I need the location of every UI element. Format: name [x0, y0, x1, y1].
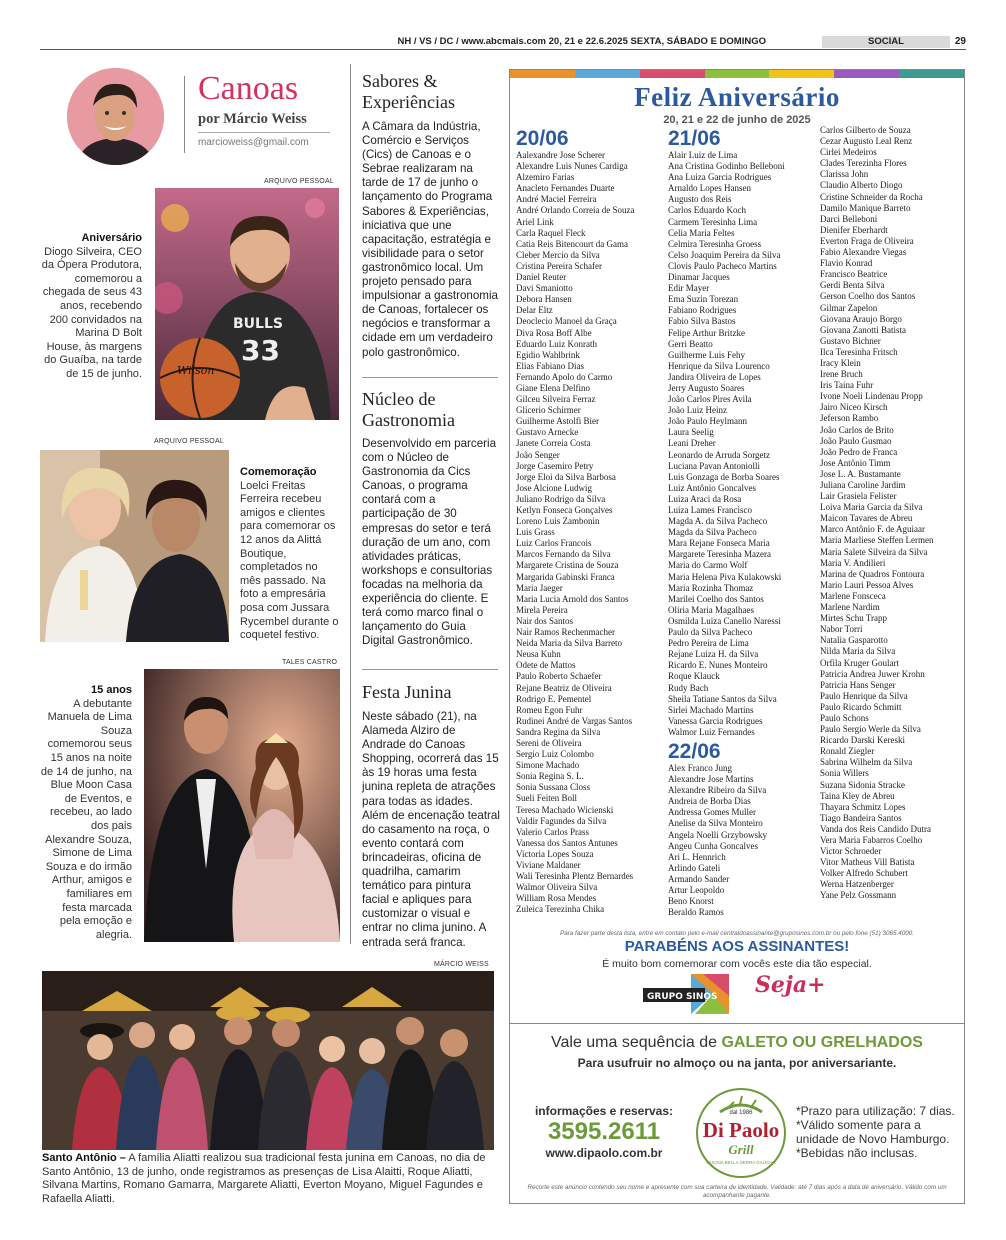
birthday-name: Marcos Fernando da Silva	[516, 549, 611, 560]
birthday-name: Fabio Silva Bastos	[668, 316, 736, 327]
color-stripe	[640, 70, 705, 78]
birthday-name: Claudio Alberto Diogo	[820, 180, 903, 191]
birthday-name: Maicon Tavares de Abreu	[820, 513, 913, 524]
birthday-name: Edir Mayer	[668, 283, 710, 294]
birthday-name: Rudinei André de Vargas Santos	[516, 715, 633, 726]
birthday-name: Giovana Zanotti Batista	[820, 324, 906, 335]
birthday-name: Walmor Luiz Fernandes	[668, 726, 755, 737]
birthday-name: Lair Grasiela Felister	[820, 491, 897, 502]
birthday-name: Dienifer Eberhardt	[820, 224, 888, 235]
birthday-name: Odete de Mattos	[516, 660, 576, 671]
birthday-name: Daniel Reuter	[516, 272, 567, 283]
birthday-name: Rejane Beatriz de Oliveira	[516, 682, 612, 693]
birthday-name: Magda A. da Silva Pacheco	[668, 516, 768, 527]
birthday-name: Beraldo Ramos	[668, 907, 724, 918]
birthday-name: Alzemiro Farias	[516, 172, 575, 183]
email-rule	[198, 132, 330, 133]
birthday-name: Andreia de Borba Dias	[668, 796, 751, 807]
birthday-name: Jairo Niceo Kirsch	[820, 402, 888, 413]
birthday-name: Mirela Pereira	[516, 604, 568, 615]
column-email: marcioweiss@gmail.com	[198, 137, 309, 148]
birthday-name: Maria Marliese Steffen Lermen	[820, 535, 934, 546]
birthday-name: Sonia Regina S. L.	[516, 771, 584, 782]
birthday-name: Loreno Luis Zambonin	[516, 516, 600, 527]
birthday-name: Clovis Paulo Pacheco Martins	[668, 260, 777, 271]
birthday-name: Sirlei Machado Martins	[668, 704, 754, 715]
birthday-name: Vanessa Garcia Rodrigues	[668, 715, 763, 726]
birthday-name: Maria Salete Silveira da Silva	[820, 546, 928, 557]
birthday-name: Wali Teresinha Plentz Bernardes	[516, 871, 634, 882]
birthday-name: Davi Smaniotto	[516, 283, 573, 294]
birthday-name: Rudy Bach	[668, 682, 709, 693]
birthday-name: Darci Belleboni	[820, 213, 878, 224]
ad-subline: Para usufruir no almoço ou na janta, por aniversariante.	[577, 1056, 897, 1070]
birthday-name: Gerri Beatto	[668, 338, 713, 349]
section-rule	[362, 377, 498, 378]
birthday-name: Marina de Quadros Fontoura	[820, 568, 925, 579]
birthday-name: André Orlando Correia de Souza	[516, 205, 635, 216]
birthday-name: Vera Maria Fabarros Coelho	[820, 835, 923, 845]
color-stripe	[769, 70, 834, 78]
birthday-name: Francisco Beatrice	[820, 269, 888, 280]
birthday-name: Marlene Nardim	[820, 602, 880, 613]
birthday-name: Nilda Maria da Silva	[820, 646, 896, 657]
birthday-name: Elias Fabiano Dias	[516, 360, 584, 371]
birthday-name: Ivone Noeli Lindenau Propp	[820, 391, 923, 402]
column-divider	[350, 64, 351, 944]
birthday-name: Eduardo Luiz Konrath	[516, 338, 597, 349]
ad-notes: *Prazo para utilização: 7 dias. *Válido somente para a unidade de Novo Hamburgo. *Bebidas não inclusas.	[796, 1104, 955, 1160]
birthday-name: Volker Alfredo Schubert	[820, 868, 908, 879]
logo-text: GRUPO SINOS	[647, 992, 718, 1002]
ad-phone: 3595.2611	[547, 1118, 661, 1145]
birthday-box	[509, 69, 965, 1204]
birthday-name: Ketlyn Fonseca Gonçalves	[516, 505, 613, 515]
birthday-name: Catia Reis Bitencourt da Gama	[516, 238, 628, 249]
ad-site: www.dipaolo.com.br	[545, 1146, 663, 1160]
birthday-name: Andressa Gomes Muller	[668, 807, 756, 818]
birthday-name: Damilo Manique Barreto	[820, 202, 911, 213]
birthday-name: Mirtes Schu Trapp	[820, 613, 888, 624]
birthday-name: Paulo Sergio Werle da Silva	[820, 724, 921, 735]
birthday-name: Ana Luiza Garcia Rodrigues	[668, 172, 772, 183]
birthday-name: Oliria Maria Magalhaes	[668, 604, 754, 615]
birthday-name: Gustavo Arnecke	[516, 427, 579, 438]
birthday-name: Gerdi Benta Silva	[820, 280, 885, 291]
birthday-name: Jose Alcione Ludwig	[516, 482, 592, 493]
ball-text: Wilson	[177, 364, 215, 377]
birthday-name: Luiz Carlos Francois	[516, 538, 592, 549]
birthday-name: Fabio Alexandre Viegas	[820, 247, 907, 258]
caption-debutante: 15 anos A debutante Manuela de Lima Souza comemorou seus 15 anos na noite de 14 de junho, na Blue Moon Casa de Eventos, e recebeu, ao lado dos pais Alexandre Souza, Simone de Lima Souza e do irmão Arthur, amigos e familiares em festa marcada pela emoção e alegria.	[40, 684, 132, 941]
birthday-name: Ricardo E. Nunes Monteiro	[668, 660, 768, 671]
birthday-name: Delar Eltz	[516, 305, 553, 316]
ad-info-label: informações e reservas:	[534, 1104, 674, 1118]
birthday-name: Clades Terezinha Flores	[820, 158, 907, 169]
birthday-name: Roque Klauck	[668, 671, 720, 682]
birthday-name: Alex Franco Jung	[668, 762, 732, 773]
birthday-name: Jose Antônio Timm	[820, 457, 891, 468]
birthday-name: Maria Lucia Arnold dos Santos	[516, 593, 629, 604]
birthday-name: Aalexandre Jose Scherer	[516, 150, 605, 160]
birthday-name: Mario Lauri Pessoa Alves	[820, 579, 914, 590]
birthday-name: Neusa Kuhn	[516, 649, 561, 660]
photo-credit: TALES CASTRO	[282, 659, 338, 666]
birthday-name: Leonardo de Arruda Sorgetz	[668, 449, 771, 460]
birthday-name: Cristine Schneider da Rocha	[820, 191, 923, 202]
birthday-name: Flavio Konrad	[820, 258, 873, 269]
birthday-name: Jose L. A. Bustamante	[820, 468, 901, 479]
birthday-name: Giane Elena Delfino	[516, 382, 590, 393]
birthday-name: Giovana Araujo Borgo	[820, 313, 902, 324]
birthday-name: Rodrigo E. Pementel	[516, 693, 592, 704]
birthday-name: Werna Hatzenberger	[820, 879, 894, 890]
birthday-name: Clarissa John	[820, 169, 869, 180]
birthday-name: Sabrina Wilhelm da Silva	[820, 757, 913, 768]
birthday-name: Ronald Ziegler	[820, 746, 875, 757]
birthday-name: Valdir Fagundes da Silva	[516, 815, 607, 826]
birthday-name: Nair dos Santos	[516, 615, 573, 626]
ad-divider	[510, 1023, 964, 1024]
ad-contact	[534, 1104, 674, 1160]
birthday-name: Nabor Torri	[820, 624, 863, 635]
ad-headline: Vale uma sequência de GALETO OU GRELHADOS	[551, 1034, 923, 1051]
birthday-name: Cirlei Medeiros	[820, 147, 877, 158]
birthday-name: Sueli Feiten Boll	[516, 793, 578, 804]
birthday-name: Paulo da Silva Pacheco	[668, 627, 753, 638]
birthday-name: Marilei Coelho dos Santos	[668, 593, 764, 604]
birthday-name: Ariel Link	[516, 216, 554, 227]
birthday-name: Guilherme Luis Fehy	[668, 349, 745, 360]
birthday-name: Arlindo Gateli	[668, 862, 721, 873]
photo-credit: ARQUIVO PESSOAL	[154, 438, 224, 445]
birthday-name: João Carlos Pires Avila	[668, 394, 752, 405]
birthday-name: Natalia Gasparotto	[820, 635, 888, 646]
birthday-name: João Luiz Heinz	[668, 405, 727, 416]
birthday-name: Mara Rejane Fonseca Maria	[668, 538, 770, 549]
birthday-name: Sonia Willers	[820, 768, 869, 779]
birthday-name: Angela Noelli Grzybowsky	[668, 829, 767, 840]
birthday-name: Magda da Silva Pacheco	[668, 527, 757, 538]
column-head-divider	[184, 76, 185, 153]
color-stripe	[575, 70, 640, 78]
birthday-name: Vanessa dos Santos Antunes	[516, 837, 618, 848]
birthday-name: Marlene Fonsceca	[820, 590, 886, 601]
birthday-name: Celia Maria Feltes	[668, 227, 735, 238]
photo-credit: MÁRCIO WEISS	[434, 961, 489, 968]
birthday-name: Paulo Ricardo Schmitt	[820, 701, 902, 712]
birthday-name: Leani Dreher	[668, 438, 716, 449]
caption-birthday: Aniversário Diogo Silveira, CEO da Ópera Produtora, comemorou a chegada de seus 43 anos, recebendo 200 convidados na Marina D Bolt House, às margens do Guaíba, na tarde de 15 de junho.	[41, 232, 142, 380]
color-stripes	[510, 70, 964, 78]
birthday-name: Sheila Tatiane Santos da Silva	[668, 693, 777, 704]
birthday-name: Victor Schroeder	[820, 846, 882, 857]
birthday-name: Alexandre Jose Martins	[668, 774, 754, 785]
birthday-name: Sereni de Oliveira	[516, 737, 582, 748]
birthday-name: Alexandre Luis Nunes Cardiga	[516, 161, 628, 172]
birthday-name: Debora Hansen	[516, 294, 572, 305]
photo-credit: ARQUIVO PESSOAL	[264, 178, 334, 185]
section-rule	[362, 669, 498, 670]
birthday-column-3	[820, 125, 934, 902]
birthday-name: Maria Jaeger	[516, 582, 563, 593]
birthday-name: Dinamar Jacques	[668, 272, 730, 283]
page-header	[40, 36, 966, 50]
fine-print: Para fazer parte desta lista, entre em contato pelo e-mail centraldoassinante@gruposinos.com.br ou pelo fone (51) 3065.4000.	[560, 930, 914, 937]
birthday-name: Carla Raquel Fleck	[516, 227, 586, 238]
birthday-name: João Paulo Gusmao	[820, 435, 892, 446]
birthday-name: Patricia Andrea Juwer Krohn	[820, 668, 925, 679]
dipaolo-arc: CUCINA BELLA SERRA GAÚCHA	[706, 1160, 776, 1165]
birthday-name: Egidio Wahlbrink	[516, 349, 580, 360]
birthday-name: João Pedro de Franca	[820, 446, 898, 457]
birthday-name: João Carlos de Brito	[820, 424, 894, 435]
birthday-name: Osmilda Luiza Canello Naressi	[668, 615, 781, 626]
birthday-name: Margarete Cristina de Souza	[516, 560, 619, 571]
birthday-name: Sergio Luiz Colombo	[516, 749, 594, 760]
caption-festa-junina: Santo Antônio – A família Aliatti realizou sua tradicional festa junina em Canoas, no dia de Santo Antônio, 13 de junho, onde registramos as presenças de Lisa Alaitti, Roque Aliatti, Silvana Martins, Romano Gamarra, Margarete Aliatti, Everton Moyano, Miguel Fagundes e Rafaella Aliatti.	[42, 1152, 486, 1205]
birthday-name: Neida Maria da Silva Barreto	[516, 638, 622, 649]
birthday-name: Alair Luiz de Lima	[668, 150, 738, 160]
birthday-name: Teresa Machado Wicienski	[516, 804, 614, 815]
birthday-name: Pedro Pereira de Lima	[668, 638, 749, 649]
birthday-name: João Senger	[516, 449, 560, 460]
birthday-name: Laura Seelig	[668, 427, 714, 438]
birthday-name: Everton Fraga de Oliveira	[820, 235, 914, 246]
birthday-name: Anacleto Fernandes Duarte	[516, 183, 615, 194]
birthday-name: Maria do Carmo Wolf	[668, 560, 748, 571]
section-text-festa: Neste sábado (21), na Alameda Alziro de Andrade do Canoas Shopping, ocorrerá das 15 às 19 horas uma festa junina repleta de atrações para todas as idades. Além de encenação teatral do casamento na roça, o evento contará com brincadeiras, oficina de quadrilha, camarim temático para pintura facial e apliques para customizar o visual e entrar no clima junino. A entrada será franca.	[362, 710, 500, 949]
birthday-name: Angeu Cunha Goncalves	[668, 840, 758, 851]
birthday-name: Luiza Araci da Rosa	[668, 493, 742, 504]
birthday-name: Luciana Pavan Antoniolli	[668, 460, 760, 471]
birthday-name: Ilca Teresinha Fritsch	[820, 346, 898, 357]
birthday-name: Paulo Schons	[820, 712, 869, 723]
color-stripe	[899, 70, 964, 78]
birthday-name: Victoria Lopes Souza	[516, 848, 594, 859]
birthday-name: Thayara Schmitz Lopes	[820, 801, 906, 812]
birthday-name: Cezar Augusto Leal Renz	[820, 136, 913, 147]
birthday-name: João Paulo Heylmann	[668, 416, 747, 427]
birthday-name: Loiva Maria Garcia da Silva	[820, 502, 923, 513]
birthday-name: Iris Taina Fuhr	[820, 380, 874, 391]
birthday-name: Irene Bruch	[820, 369, 863, 380]
header-dateline: NH / VS / DC / www.abcmais.com 20, 21 e 22.6.2025 SEXTA, SÁBADO E DOMINGO	[397, 36, 766, 47]
birthday-name: Carlos Gilberto de Souza	[820, 125, 911, 135]
dipaolo-brand: Di Paolo	[702, 1118, 780, 1142]
date-heading: 20/06	[516, 127, 569, 150]
birthday-name: Henrique da Silva Lourenco	[668, 360, 770, 371]
birthday-name: Janete Correia Costa	[516, 438, 591, 449]
birthday-name: Armando Sander	[668, 873, 730, 884]
birthday-name: Viviane Maldaner	[516, 860, 581, 870]
birthday-name: Cleber Mercio da Silva	[516, 249, 600, 260]
birthday-name: Guilherme Astolfi Bier	[516, 416, 599, 427]
birthday-name: Ari L. Hennrich	[668, 851, 726, 862]
photo-debutante	[144, 669, 340, 942]
caption-celebration: Comemoração Loelci Freitas Ferreira recebeu amigos e clientes para comemorar os 12 anos da Alittá Boutique, completados no mês passado. Na foto a empresária posa com Jussara Rycembel durante o coquetel festivo.	[240, 466, 339, 642]
birthday-column-2	[668, 126, 785, 918]
color-stripe	[834, 70, 899, 78]
birthday-name: Romeu Egon Fuhr	[516, 704, 583, 715]
birthday-name: Luiz Antônio Goncalves	[668, 482, 756, 493]
photo-festa-junina	[42, 971, 494, 1150]
jersey-text: BULLS	[233, 316, 283, 332]
birthday-name: Juliana Caroline Jardim	[820, 480, 906, 490]
birthday-name: Jorge Eloi da Silva Barbosa	[516, 471, 616, 482]
column-author: por Márcio Weiss	[198, 111, 307, 127]
birthday-name: Artur Leopoldo	[668, 885, 725, 895]
birthday-name: Orfila Kruger Goulart	[820, 657, 899, 668]
birthday-name: Maria Rozinha Thomaz	[668, 582, 754, 593]
dipaolo-since: dal 1986	[729, 1110, 753, 1116]
birthday-name: Carmem Teresinha Lima	[668, 216, 758, 227]
date-heading: 21/06	[668, 127, 721, 150]
birthday-name: Jeferson Rambo	[820, 413, 879, 424]
birthday-name: Gilmar Zapelon	[820, 302, 878, 313]
ad-fine-print: Recorte este anúncio contendo seu nome e apresente com sua carteira de identidade. Validade: até 7 dias após a data de aniversário. Válido com um acompanhante pagante.	[527, 1184, 947, 1199]
birthday-name: Jandira Oliveira de Lopes	[668, 371, 761, 382]
dipaolo-grill: Grill	[728, 1142, 754, 1157]
date-heading: 22/06	[668, 739, 721, 763]
photo-celebration	[40, 450, 229, 642]
birthday-name: Diva Rosa Boff Albe	[516, 327, 592, 338]
birthday-dates: 20, 21 e 22 de junho de 2025	[663, 114, 811, 126]
birthday-name: Arnaldo Lopes Hansen	[668, 183, 751, 194]
birthday-name: Gilceu Silveira Ferraz	[516, 394, 596, 405]
birthday-name: Fabiano Rodrigues	[668, 305, 737, 316]
birthday-name: Juliano Rodrigo da Silva	[516, 493, 606, 504]
birthday-name: Simone Machado	[516, 760, 580, 771]
birthday-name: Carlos Eduardo Koch	[668, 205, 746, 216]
section-title-nucleo: Núcleo de Gastronomia	[362, 389, 455, 430]
page-number: 29	[954, 36, 966, 47]
birthday-name: Deoclecio Manoel da Graça	[516, 316, 617, 327]
birthday-name: Vitor Matheus Vill Batista	[820, 857, 915, 868]
birthday-name: Rejane Luiza H. da Silva	[668, 649, 759, 660]
birthday-name: Augusto dos Reis	[668, 194, 732, 205]
birthday-name: Jorge Casemiro Petry	[516, 460, 594, 471]
section-title-sabores: Sabores & Experiências	[362, 71, 455, 112]
column-title: Canoas	[198, 70, 299, 107]
birthday-name: Fernando Apolo do Carmo	[516, 371, 613, 382]
birthday-name: Zuleica Terezinha Chika	[516, 904, 605, 915]
columnist-avatar	[67, 68, 164, 165]
birthday-name: Sandra Regina da Silva	[516, 726, 601, 737]
color-stripe	[510, 70, 575, 78]
birthday-name: William Rosa Mendes	[516, 893, 597, 904]
birthday-name: Vanda dos Reis Candido Dutra	[820, 823, 931, 834]
birthday-name: Iracy Klein	[820, 357, 861, 368]
birthday-name: Jerry Augusto Soares	[668, 382, 745, 393]
birthday-name: Ricardo Darski Kereski	[820, 735, 905, 746]
birthday-name: Maria Helena Piva Kulakowski	[668, 571, 782, 582]
birthday-name: Paulo Henrique da Silva	[820, 690, 908, 701]
birthday-name: Yane Pelz Gossmann	[820, 890, 897, 901]
birthday-name: Beno Knorst	[668, 896, 714, 907]
birthday-name: Felipe Arthur Britzke	[668, 327, 745, 338]
birthday-name: Valerio Carlos Prass	[516, 826, 589, 837]
birthday-name: Nair Ramos Rechenmacher	[516, 627, 615, 638]
section-text-nucleo: Desenvolvido em parceria com o Núcleo de Gastronomia da Cics Canoas, o programa contará com a participação de 30 empresas do setor e terá duração de um ano, com atividades práticas, workshops e consultorias focadas na melhoria da experiência do cliente. E terá como marco final o lançamento do Guia Digital Gastronômico.	[362, 437, 497, 648]
birthday-name: Celso Joaquim Pereira da Silva	[668, 249, 781, 260]
birthday-name: Luiza Lames Francisco	[668, 505, 752, 515]
birthday-name: Glicerio Schirmer	[516, 405, 581, 416]
congrats-tagline: É muito bom comemorar com vocês este dia tão especial.	[602, 958, 872, 970]
jersey-number: 33	[241, 334, 280, 367]
birthday-name: Anelise da Silva Monteiro	[668, 818, 763, 829]
birthday-name: Alexandre Ribeiro da Silva	[668, 785, 767, 796]
seja-logo: Seja+	[755, 972, 826, 998]
congrats-title: PARABÉNS AOS ASSINANTES!	[624, 938, 850, 955]
section-label: SOCIAL	[822, 36, 950, 48]
birthday-name: Tiago Bandeira Santos	[820, 812, 902, 823]
birthday-name: Luis Gonzaga de Borba Soares	[668, 471, 780, 482]
birthday-name: Maria V. Andilieri	[820, 557, 886, 568]
birthday-name: André Maciel Ferreira	[516, 194, 597, 205]
birthday-name: Walmor Oliveira Silva	[516, 882, 598, 893]
color-stripe	[705, 70, 770, 78]
birthday-name: Taina Kley de Abreu	[820, 790, 895, 801]
dipaolo-logo	[696, 1088, 786, 1178]
birthday-name: Marco Antônio F. de Aguiaar	[820, 524, 926, 535]
birthday-name: Celmira Teresinha Groess	[668, 238, 762, 249]
section-title-festa: Festa Junina	[362, 682, 452, 702]
birthday-title: Feliz Aniversário	[634, 82, 840, 112]
birthday-name: Suzana Sidonia Stracke	[820, 779, 905, 790]
birthday-column-1	[516, 126, 634, 915]
birthday-name: Ana Cristina Godinho Belleboni	[668, 161, 785, 172]
birthday-name: Cristina Pereira Schafer	[516, 260, 602, 271]
birthday-name: Gustavo Bichner	[820, 335, 881, 346]
birthday-name: Sonia Sussana Closs	[516, 782, 591, 793]
birthday-name: Paulo Roberto Schaefer	[516, 671, 602, 682]
birthday-name: Patricia Hans Senger	[820, 679, 896, 690]
birthday-name: Margarida Gabinski Franca	[516, 571, 615, 582]
birthday-name: Gerson Coelho dos Santos	[820, 291, 916, 302]
section-text-sabores: A Câmara da Indústria, Comércio e Serviços (Cics) de Canoas e o Sebrae realizaram na tarde de 17 de junho o lançamento do Programa Sabores & Experiências, iniciativa que une capacitação, estratégia e visibilidade para o setor gastronômico local. Um projeto pensado para impulsionar a gastronomia de Canoas, fortalecer os negócios e transformar a cidade em um verdadeiro polo gastronômico.	[362, 120, 498, 359]
gruposinos-logo	[643, 974, 729, 1014]
birthday-name: Ema Suzin Torezan	[668, 294, 739, 305]
birthday-name: Luis Grass	[516, 527, 555, 538]
photo-birthday	[155, 188, 339, 420]
birthday-name: Margarete Teresinha Mazera	[668, 549, 771, 560]
